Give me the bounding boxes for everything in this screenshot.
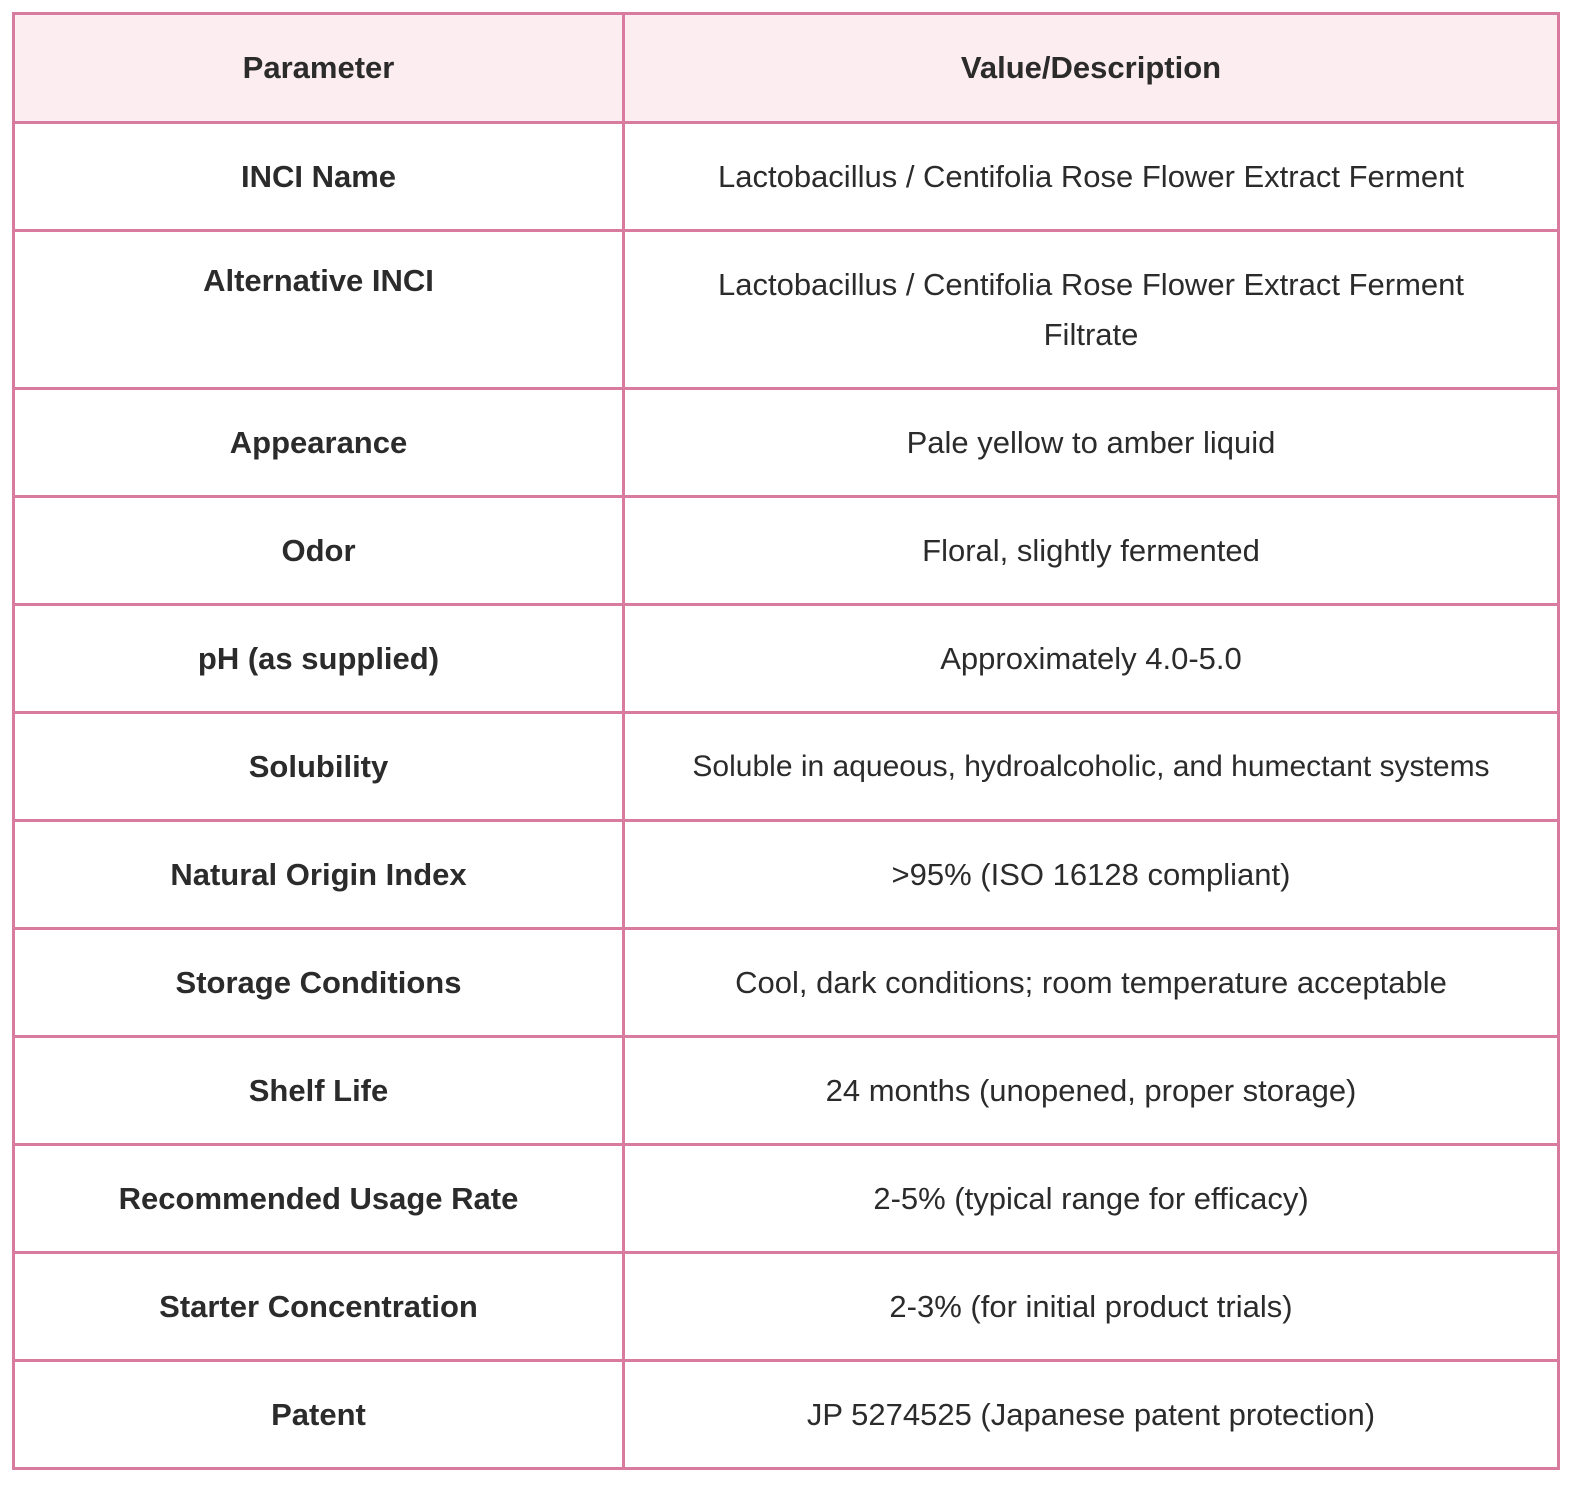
table-row: [14, 1037, 1559, 1145]
parameter-cell: Appearance: [14, 389, 624, 497]
header-row: [14, 14, 1559, 123]
parameter-cell: Storage Conditions: [14, 929, 624, 1037]
value-cell: 2-3% (for initial product trials): [624, 1253, 1559, 1361]
table-row: [14, 605, 1559, 713]
table-row: [14, 1145, 1559, 1253]
table-row: [14, 713, 1559, 821]
parameter-cell: Alternative INCI: [14, 231, 624, 389]
parameter-cell: INCI Name: [14, 123, 624, 231]
value-cell: >95% (ISO 16128 compliant): [624, 821, 1559, 929]
table-row: [14, 389, 1559, 497]
table-row: [14, 929, 1559, 1037]
header-value-description: Value/Description: [624, 14, 1559, 123]
parameter-cell: Shelf Life: [14, 1037, 624, 1145]
table-row: [14, 123, 1559, 231]
value-cell: Floral, slightly fermented: [624, 497, 1559, 605]
value-cell: Approximately 4.0-5.0: [624, 605, 1559, 713]
table-row: [14, 231, 1559, 389]
parameter-cell: Solubility: [14, 713, 624, 821]
header-parameter: Parameter: [14, 14, 624, 123]
value-cell: Cool, dark conditions; room temperature acceptable: [624, 929, 1559, 1037]
specification-table: [12, 12, 1560, 1470]
parameter-cell: Recommended Usage Rate: [14, 1145, 624, 1253]
value-cell: 24 months (unopened, proper storage): [624, 1037, 1559, 1145]
parameter-cell: Patent: [14, 1361, 624, 1469]
parameter-cell: Natural Origin Index: [14, 821, 624, 929]
table-row: [14, 1361, 1559, 1469]
parameter-cell: Starter Concentration: [14, 1253, 624, 1361]
value-cell: JP 5274525 (Japanese patent protection): [624, 1361, 1559, 1469]
value-cell: Lactobacillus / Centifolia Rose Flower Extract Ferment Filtrate: [624, 231, 1559, 389]
value-cell: Soluble in aqueous, hydroalcoholic, and humectant systems: [624, 713, 1559, 821]
table-row: [14, 821, 1559, 929]
table-body: [14, 123, 1559, 1469]
table-row: [14, 1253, 1559, 1361]
value-cell: Lactobacillus / Centifolia Rose Flower Extract Ferment: [624, 123, 1559, 231]
value-cell: Pale yellow to amber liquid: [624, 389, 1559, 497]
parameter-cell: pH (as supplied): [14, 605, 624, 713]
value-cell: 2-5% (typical range for efficacy): [624, 1145, 1559, 1253]
table-header: [14, 14, 1559, 123]
parameter-cell: Odor: [14, 497, 624, 605]
table-row: [14, 497, 1559, 605]
